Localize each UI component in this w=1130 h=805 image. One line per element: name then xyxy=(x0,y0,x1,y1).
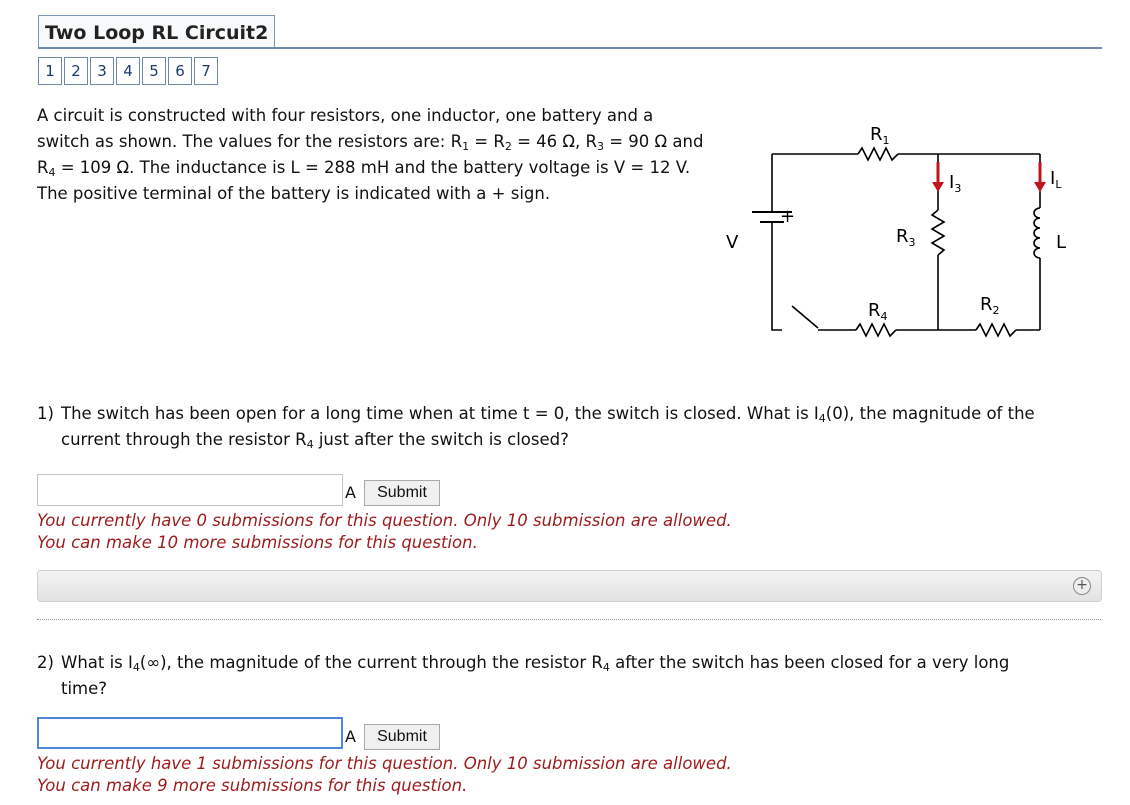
page-1-tab[interactable]: 1 xyxy=(38,57,62,85)
label-r2: $R_2$ xyxy=(980,294,1000,317)
label-plus: + xyxy=(780,206,796,227)
page-6-tab[interactable]: 6 xyxy=(168,57,192,85)
submission-2-message: You currently have 1 submissions for this question. Only 10 submission are allowed. You can make 9 more submissions for this question. xyxy=(37,754,732,795)
page-3-tab[interactable]: 3 xyxy=(90,57,114,85)
answer-2-input[interactable] xyxy=(37,717,343,749)
expand-plus-icon[interactable]: + xyxy=(1073,577,1091,595)
label-r3: $R_3$ xyxy=(896,226,916,249)
label-voltage: V xyxy=(726,232,739,253)
question-1: 1) The switch has been open for a long time when at time t = 0, the switch is closed. What is $I_4(0)$, the magnitude of the current through the resistor $R_4$ just after the switch is closed? xyxy=(37,404,1035,451)
problem-statement: A circuit is constructed with four resistors, one inductor, one battery and a switch as shown. The values for the resistors are: $R_1 = R_2 = 46$ Ω, $R_3 = 90$ Ω and $R_4 = 109$ Ω. The inductance is L = 288 mH and the battery voltage is V = 12 V. The positive terminal of the battery is indicated with a + sign. xyxy=(37,106,704,203)
question-2: 2) What is $I_4(\infty)$, the magnitude of the current through the resistor $R_4$ after the switch has been closed for a very long time? xyxy=(37,653,1010,698)
page-7-tab[interactable]: 7 xyxy=(194,57,218,85)
answer-2-unit: A xyxy=(345,727,356,746)
label-i3: $I_3$ xyxy=(949,172,962,195)
submit-1-button[interactable]: Submit xyxy=(364,480,440,506)
hint-expander[interactable] xyxy=(37,570,1102,602)
current-arrow-i3 xyxy=(932,162,944,192)
label-inductor: L xyxy=(1056,232,1067,253)
page-4-tab[interactable]: 4 xyxy=(116,57,140,85)
label-il: $I_L$ xyxy=(1050,168,1062,191)
current-arrow-il xyxy=(1034,162,1046,192)
page-2-tab[interactable]: 2 xyxy=(64,57,88,85)
label-r4: $R_4$ xyxy=(868,300,888,323)
page-5-tab[interactable]: 5 xyxy=(142,57,166,85)
submit-2-button[interactable]: Submit xyxy=(364,724,440,750)
question-separator xyxy=(37,619,1101,620)
question-pager xyxy=(38,57,220,85)
submission-1-message: You currently have 0 submissions for this question. Only 10 submission are allowed. You can make 10 more submissions for this question. xyxy=(37,511,732,552)
answer-1-unit: A xyxy=(345,483,356,502)
circuit-diagram xyxy=(700,110,1100,350)
title-divider xyxy=(38,47,1102,49)
page-title: Two Loop RL Circuit2 xyxy=(38,15,275,48)
answer-1-input[interactable] xyxy=(37,474,343,506)
label-r1: $R_1$ xyxy=(870,124,890,147)
